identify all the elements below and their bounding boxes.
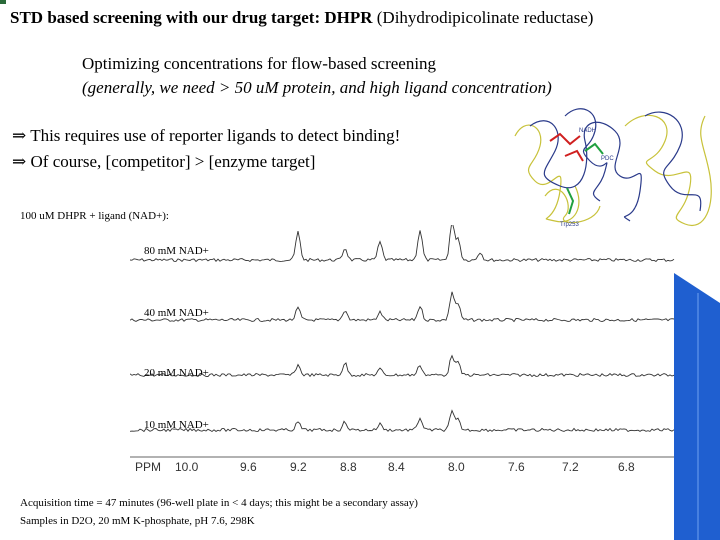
protein-chain-blue	[645, 112, 701, 211]
ppm-tick-label: 8.4	[388, 460, 405, 474]
ppm-axis-label: PPM	[135, 460, 162, 474]
ppm-tick-label: 7.6	[508, 460, 525, 474]
ppm-tick-label: 7.2	[562, 460, 579, 474]
protein-structure-image	[505, 96, 720, 236]
nmr-spectra-figure	[130, 225, 675, 495]
implies-arrow-icon: ⇒	[12, 126, 27, 145]
trace-label-20mm: 20 mM NAD+	[144, 367, 209, 379]
ligand-red	[550, 134, 580, 144]
spectrum-trace	[130, 356, 674, 377]
ppm-tick-label: 8.8	[340, 460, 357, 474]
blue-accent-bar	[674, 273, 720, 540]
bullet-competitor	[12, 152, 315, 172]
spectrum-trace	[130, 225, 674, 262]
ppm-tick-label: 6.8	[618, 460, 635, 474]
condition-label: 100 uM DHPR + ligand (NAD+):	[20, 210, 169, 222]
subtitle-line1: Optimizing concentrations for flow-based screening	[82, 54, 437, 73]
footer-samples: Samples in D2O, 20 mM K-phosphate, pH 7.6, 298K	[20, 515, 255, 527]
bullet-requires-reporter	[12, 126, 400, 146]
protein-chain-yellow	[625, 115, 711, 225]
ppm-tick-label: 8.0	[448, 460, 465, 474]
implies-arrow-icon: ⇒	[12, 152, 27, 171]
ligand-red	[565, 151, 583, 161]
corner-mark	[0, 0, 6, 4]
footer-acquisition: Acquisition time = 47 minutes (96-well plate in < 4 days; this might be a secondary assay)	[20, 497, 418, 509]
bullet1-text: This requires use of reporter ligands to detect binding!	[30, 126, 401, 145]
ppm-tick-label: 9.2	[290, 460, 307, 474]
title-bold: STD based screening with our drug target: DHPR	[10, 8, 373, 27]
protein-chain-blue	[530, 121, 641, 221]
structure-label: NADH	[579, 128, 597, 134]
title-rest: (Dihydrodipicolinate reductase)	[372, 8, 594, 27]
subtitle-line2: (generally, we need > 50 uM protein, and high ligand concentration)	[82, 78, 552, 97]
spectrum-trace	[130, 411, 674, 432]
protein-chain-yellow	[515, 125, 579, 222]
ppm-tick-label: 10.0	[175, 460, 199, 474]
spectrum-trace	[130, 292, 674, 322]
ppm-tick-label: 9.6	[240, 460, 257, 474]
trace-label-10mm: 10 mM NAD+	[144, 419, 209, 431]
structure-label: Trp253	[560, 222, 579, 228]
structure-label: PDC	[601, 156, 614, 162]
bullet2-text: Of course, [competitor] > [enzyme target]	[30, 152, 316, 171]
trace-label-40mm: 40 mM NAD+	[144, 307, 209, 319]
slide-title	[10, 8, 593, 28]
trace-label-80mm: 80 mM NAD+	[144, 245, 209, 257]
